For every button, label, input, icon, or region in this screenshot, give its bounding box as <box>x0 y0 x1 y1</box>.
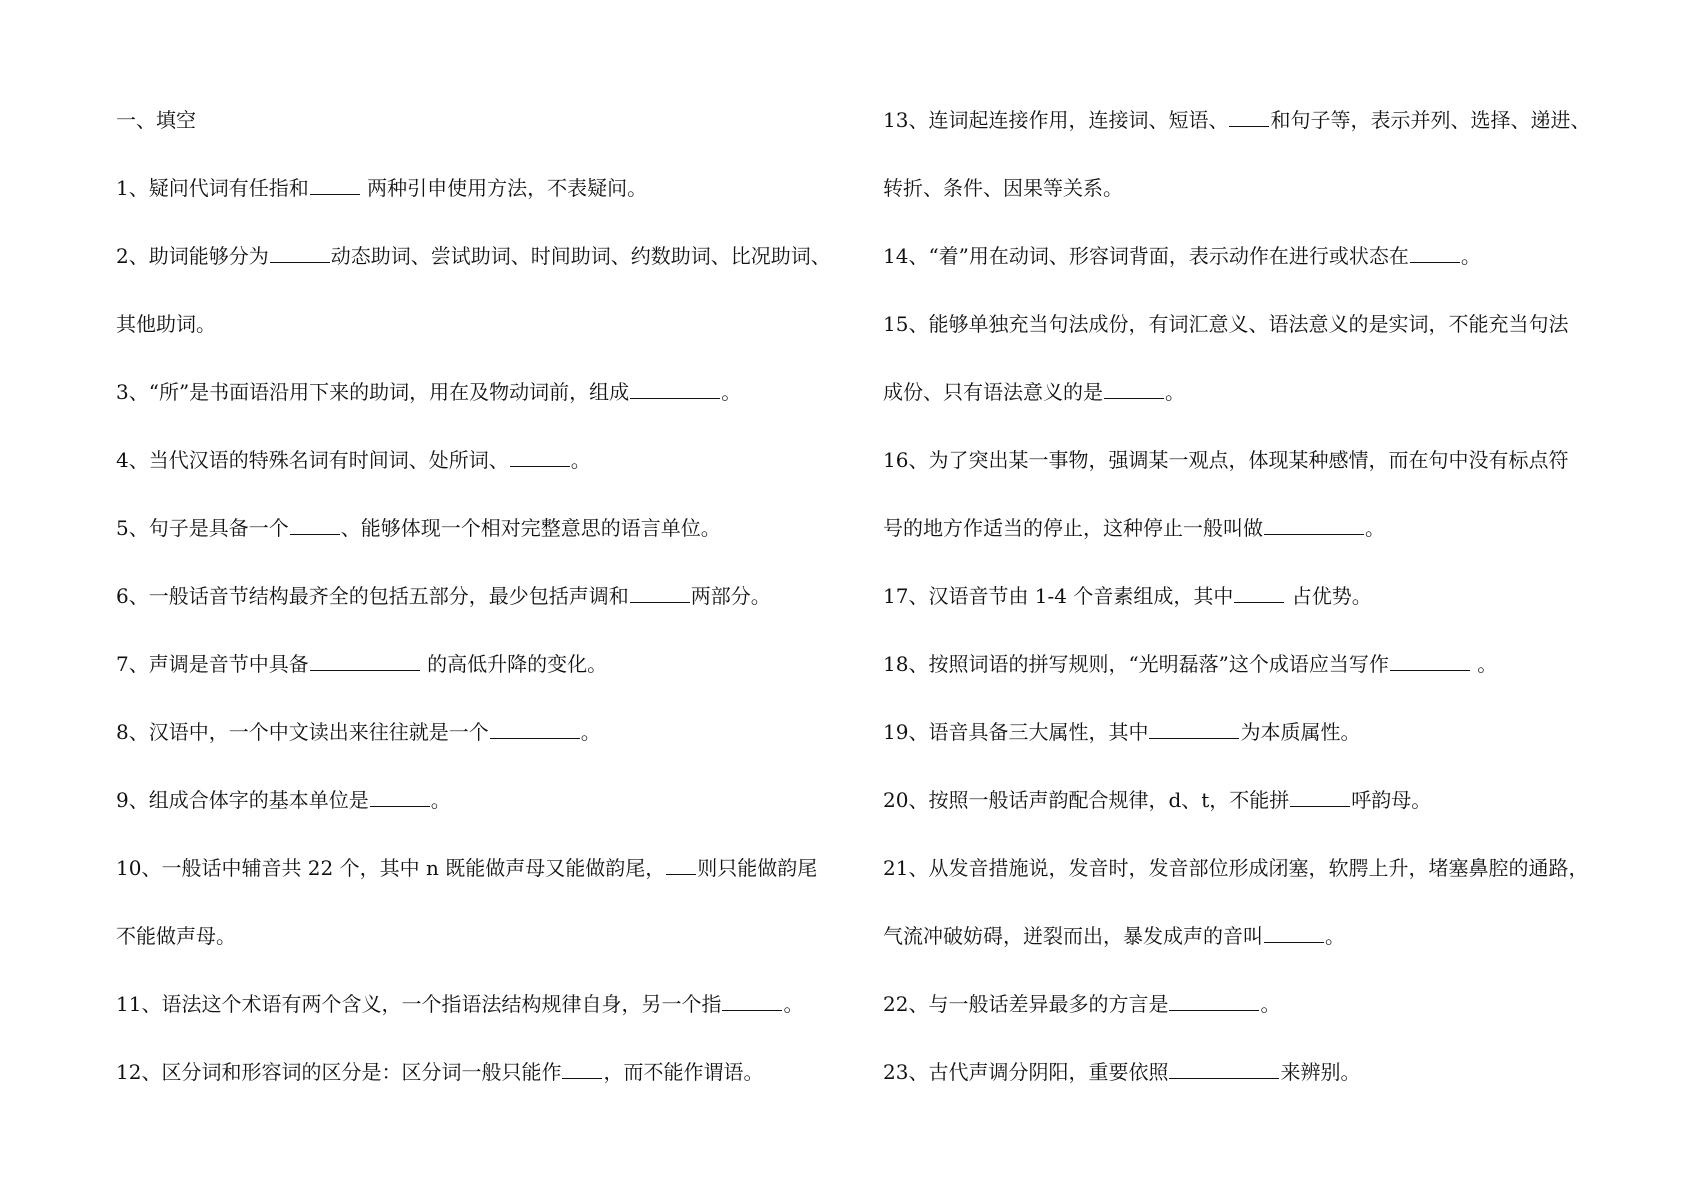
question-text: 助词能够分为 <box>148 244 269 268</box>
left-question-list <box>116 168 856 1120</box>
question-text: 组成合体字的基本单位是 <box>148 788 369 812</box>
question-text: 疑问代词有任指和 <box>148 176 309 200</box>
question-text: 。 <box>1460 244 1481 268</box>
question-number: 23、 <box>883 1060 929 1084</box>
question-number: 16、 <box>883 448 929 472</box>
question-3 <box>116 372 856 440</box>
question-text: 句子是具备一个 <box>148 516 289 540</box>
question-text: 号的地方作适当的停止，这种停止一般叫做 <box>883 516 1263 540</box>
question-6 <box>116 576 856 644</box>
question-continuation <box>883 916 1613 984</box>
question-text: 。 <box>1470 652 1498 676</box>
question-15 <box>883 304 1613 372</box>
question-19 <box>883 712 1613 780</box>
question-1 <box>116 168 856 236</box>
answer-blank[interactable] <box>722 986 782 1011</box>
question-text: “所”是书面语沿用下来的助词，用在及物动词前，组成 <box>148 380 630 404</box>
question-text: 一般话中辅音共 22 个，其中 n 既能做声母又能做韵尾， <box>161 856 666 880</box>
question-continuation <box>116 304 856 372</box>
question-text: 。 <box>1165 380 1185 404</box>
question-number: 19、 <box>883 720 929 744</box>
question-number: 1、 <box>116 176 149 200</box>
answer-blank[interactable] <box>290 510 340 535</box>
answer-blank[interactable] <box>1264 510 1364 535</box>
question-text: 语音具备三大属性，其中 <box>928 720 1149 744</box>
question-16 <box>883 440 1613 508</box>
question-number: 8、 <box>116 720 149 744</box>
question-text: 。 <box>430 788 451 812</box>
question-text: 声调是音节中具备 <box>148 652 309 676</box>
answer-blank[interactable] <box>630 374 720 399</box>
answer-blank[interactable] <box>510 442 570 467</box>
question-text: 为本质属性。 <box>1240 720 1361 744</box>
section-title: 一、填空 <box>116 108 196 132</box>
question-23 <box>883 1052 1613 1120</box>
question-text: “着”用在动词、形容词背面，表示动作在进行或状态在 <box>928 244 1409 268</box>
question-text: 来辨别。 <box>1280 1060 1361 1084</box>
question-text: 能够单独充当句法成份，有词汇意义、语法意义的是实词，不能充当句法 <box>928 312 1569 336</box>
question-text: 占优势。 <box>1285 584 1372 608</box>
answer-blank[interactable] <box>1290 782 1350 807</box>
question-text: 动态助词、尝试助词、时间助词、约数助词、比况助词、 <box>330 244 831 268</box>
question-4 <box>116 440 856 508</box>
question-continuation <box>116 916 856 984</box>
question-text: 则只能做韵尾 <box>697 856 818 880</box>
question-text: 和句子等，表示并列、选择、递进、 <box>1270 108 1591 132</box>
question-text: 按照词语的拼写规则，“光明磊落”这个成语应当写作 <box>928 652 1389 676</box>
question-text: 。 <box>783 992 804 1016</box>
question-text: 呼韵母。 <box>1351 788 1432 812</box>
answer-blank[interactable] <box>1234 578 1284 603</box>
question-text: 两种引申使用方法，不表疑问。 <box>360 176 648 200</box>
answer-blank[interactable] <box>310 170 360 195</box>
question-number: 11、 <box>116 992 162 1016</box>
question-number: 10、 <box>116 856 162 880</box>
answer-blank[interactable] <box>630 578 690 603</box>
question-number: 18、 <box>883 652 929 676</box>
question-text: 一般话音节结构最齐全的包括五部分，最少包括声调和 <box>148 584 629 608</box>
answer-blank[interactable] <box>1104 374 1164 399</box>
question-12 <box>116 1052 856 1120</box>
question-7 <box>116 644 856 712</box>
question-number: 13、 <box>883 108 929 132</box>
question-22 <box>883 984 1613 1052</box>
question-number: 14、 <box>883 244 929 268</box>
question-5 <box>116 508 856 576</box>
question-number: 7、 <box>116 652 149 676</box>
question-text: 。 <box>1325 924 1345 948</box>
question-text: 连词起连接作用，连接词、短语、 <box>928 108 1229 132</box>
question-text: 按照一般话声韵配合规律，d、t，不能拼 <box>928 788 1290 812</box>
question-20 <box>883 780 1613 848</box>
question-number: 12、 <box>116 1060 162 1084</box>
question-13 <box>883 100 1613 168</box>
question-text: 、能够体现一个相对完整意思的语言单位。 <box>340 516 721 540</box>
question-number: 21、 <box>883 856 929 880</box>
question-number: 3、 <box>116 380 149 404</box>
left-column <box>116 100 856 1120</box>
question-text: 。 <box>1365 516 1385 540</box>
question-17 <box>883 576 1613 644</box>
answer-blank[interactable] <box>562 1054 602 1079</box>
question-text: 两部分。 <box>690 584 771 608</box>
question-2 <box>116 236 856 304</box>
answer-blank[interactable] <box>1169 986 1259 1011</box>
answer-blank[interactable] <box>310 646 420 671</box>
question-9 <box>116 780 856 848</box>
answer-blank[interactable] <box>1410 238 1460 263</box>
question-number: 5、 <box>116 516 149 540</box>
answer-blank[interactable] <box>1169 1054 1279 1079</box>
question-continuation <box>883 168 1613 236</box>
question-number: 9、 <box>116 788 149 812</box>
question-text: 。 <box>570 448 591 472</box>
question-number: 20、 <box>883 788 929 812</box>
question-text: 古代声调分阴阳，重要依照 <box>928 1060 1169 1084</box>
question-text: 。 <box>721 380 742 404</box>
question-text: 气流冲破妨碍，迸裂而出，暴发成声的音叫 <box>883 924 1263 948</box>
question-21 <box>883 848 1613 916</box>
question-text: 与一般话差异最多的方言是 <box>928 992 1169 1016</box>
right-question-list <box>883 100 1613 1120</box>
question-number: 2、 <box>116 244 149 268</box>
question-text: 转折、条件、因果等关系。 <box>883 176 1123 200</box>
answer-blank[interactable] <box>490 714 580 739</box>
question-text: 汉语音节由 1-4 个音素组成，其中 <box>928 584 1234 608</box>
question-8 <box>116 712 856 780</box>
question-14 <box>883 236 1613 304</box>
question-text: 语法这个术语有两个含义，一个指语法结构规律自身，另一个指 <box>161 992 722 1016</box>
question-11 <box>116 984 856 1052</box>
question-continuation <box>883 372 1613 440</box>
question-text: 当代汉语的特殊名词有时间词、处所词、 <box>148 448 509 472</box>
question-text: 的高低升降的变化。 <box>420 652 608 676</box>
answer-blank[interactable] <box>666 850 696 875</box>
question-text: 为了突出某一事物，强调某一观点，体现某种感情，而在句中没有标点符 <box>928 448 1569 472</box>
answer-blank[interactable] <box>1390 646 1470 671</box>
question-number: 4、 <box>116 448 149 472</box>
question-text: 区分词和形容词的区分是：区分词一般只能作 <box>161 1060 562 1084</box>
question-text: 不能做声母。 <box>116 924 236 948</box>
question-text: 。 <box>1260 992 1281 1016</box>
question-continuation <box>883 508 1613 576</box>
question-text: ，而不能作谓语。 <box>603 1060 764 1084</box>
question-number: 17、 <box>883 584 929 608</box>
answer-blank[interactable] <box>1229 102 1269 127</box>
question-text: 汉语中，一个中文读出来往往就是一个 <box>148 720 489 744</box>
question-text: 成份、只有语法意义的是 <box>883 380 1103 404</box>
answer-blank[interactable] <box>1149 714 1239 739</box>
answer-blank[interactable] <box>370 782 430 807</box>
question-text: 从发音措施说，发音时，发音部位形成闭塞，软腭上升，堵塞鼻腔的通路， <box>928 856 1589 880</box>
right-column <box>883 100 1613 1120</box>
question-number: 6、 <box>116 584 149 608</box>
question-text: 其他助词。 <box>116 312 216 336</box>
question-10 <box>116 848 856 916</box>
question-number: 22、 <box>883 992 929 1016</box>
question-text: 。 <box>580 720 601 744</box>
question-18 <box>883 644 1613 712</box>
answer-blank[interactable] <box>270 238 330 263</box>
question-number: 15、 <box>883 312 929 336</box>
answer-blank[interactable] <box>1264 918 1324 943</box>
